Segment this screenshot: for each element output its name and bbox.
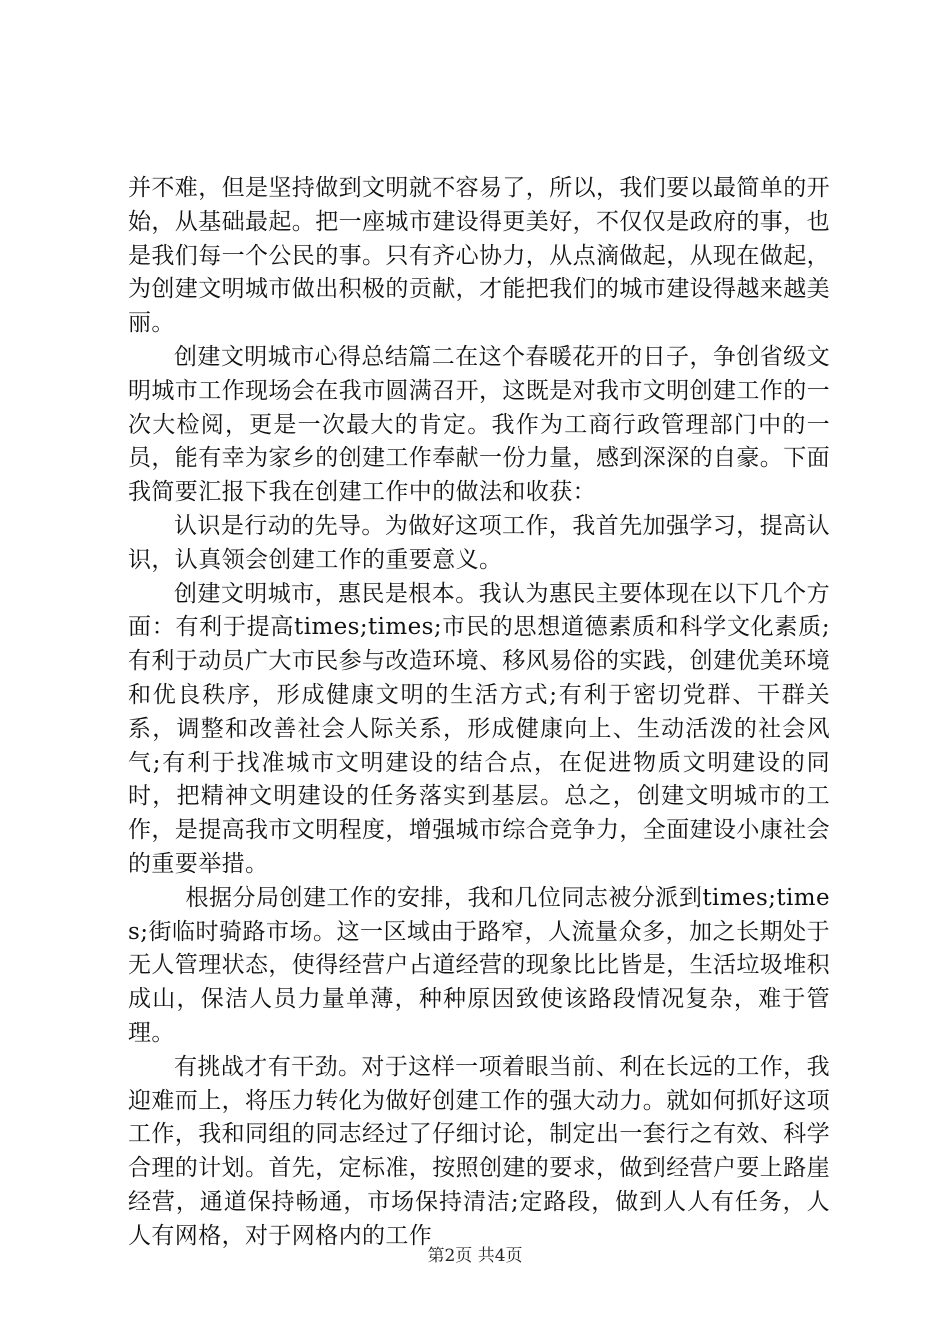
paragraph-6: 有挑战才有干劲。对于这样一项着眼当前、利在长远的工作，我迎难而上，将压力转化为做好创建工作的强大动力。就如何抓好这项工作，我和同组的同志经过了仔细讨论，制定出一套行之有效、科学合理的计划。首先，定标准，按照创建的要求，做到经营户要上路崖经营，通道保持畅通，市场保持清洁;定路段，做到人人有任务，人人有网格，对于网格内的工作 bbox=[128, 1053, 830, 1249]
page-number-footer: 第2页 共4页 bbox=[427, 1246, 523, 1266]
paragraph-2: 创建文明城市心得总结篇二在这个春暖花开的日子，争创省级文明城市工作现场会在我市圆满召开，这既是对我市文明创建工作的一次大检阅，更是一次最大的肯定。我作为工商行政管理部门中的一员，能有幸为家乡的创建工作奉献一份力量，感到深深的自豪。下面我简要汇报下我在创建工作中的做法和收获： bbox=[128, 343, 830, 506]
paragraph-3: 认识是行动的先导。为做好这项工作，我首先加强学习，提高认识，认真领会创建工作的重要意义。 bbox=[128, 512, 830, 573]
document-body bbox=[128, 172, 830, 1254]
paragraph-1: 并不难，但是坚持做到文明就不容易了，所以，我们要以最简单的开始，从基础最起。把一座城市建设得更美好，不仅仅是政府的事，也是我们每一个公民的事。只有齐心协力，从点滴做起，从现在做起，为创建文明城市做出积极的贡献，才能把我们的城市建设得越来越美丽。 bbox=[128, 175, 830, 337]
paragraph-4: 创建文明城市，惠民是根本。我认为惠民主要体现在以下几个方面：有利于提高times;times;市民的思想道德素质和科学文化素质;有利于动员广大市民参与改造环境、移风易俗的实践，创建优美环境和优良秩序，形成健康文明的生活方式;有利于密切党群、干群关系，调整和改善社会人际关系，形成健康向上、生动活泼的社会风气;有利于找准城市文明建设的结合点，在促进物质文明建设的同时，把精神文明建设的任务落实到基层。总之，创建文明城市的工作，是提高我市文明程度，增强城市综合竞争力，全面建设小康社会的重要举措。 bbox=[128, 580, 830, 877]
paragraph-5: 根据分局创建工作的安排，我和几位同志被分派到times;times;街临时骑路市场。这一区域由于路窄，人流量众多，加之长期处于无人管理状态，使得经营户占道经营的现象比比皆是，生活垃圾堆积成山，保洁人员力量单薄，种种原因致使该路段情况复杂，难于管理。 bbox=[128, 884, 830, 1046]
